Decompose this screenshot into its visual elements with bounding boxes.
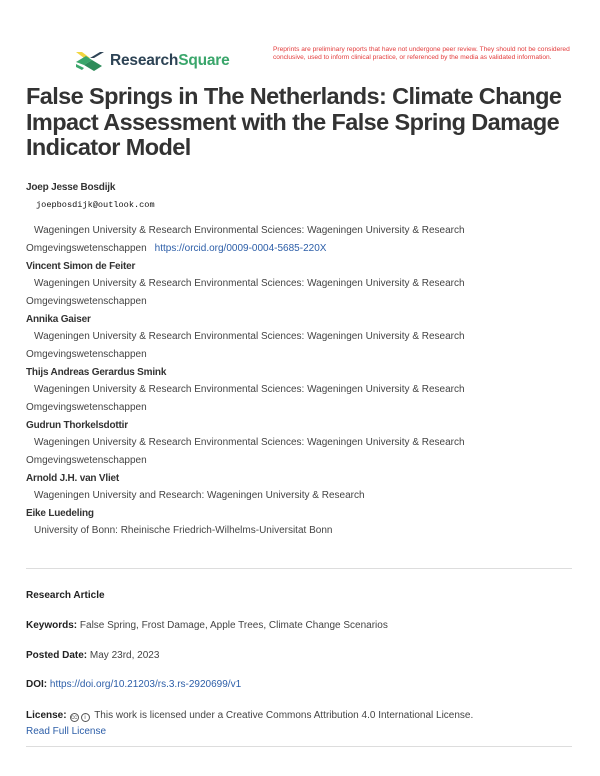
- by-icon: i: [81, 713, 90, 722]
- author-affiliation: Wageningen University & Research Environmental Sciences: Wageningen University & Research Omgevingswetenschappen: [26, 278, 465, 307]
- author-block: [26, 505, 566, 540]
- license: License: cc i This work is licensed under a Creative Commons Attribution 4.0 International License. Read Full License: [26, 710, 474, 737]
- doi: DOI: https://doi.org/10.21203/rs.3.rs-2920699/v1: [26, 679, 242, 690]
- read-full-license-link[interactable]: Read Full License: [26, 726, 107, 737]
- author-name: Gudrun Thorkelsdottir: [26, 420, 128, 431]
- author-email[interactable]: joepbosdijk@outlook.com: [36, 200, 155, 210]
- preprint-notice: Preprints are preliminary reports that have not undergone peer review. They should not be considered conclusive, used to inform clinical practice, or referenced by the media as validated information.: [273, 46, 570, 61]
- author-name: Vincent Simon de Feiter: [26, 261, 136, 272]
- page-title: False Springs in The Netherlands: Climate Change Impact Assessment with the False Spring Damage Indicator Model: [26, 83, 562, 160]
- author-name: Eike Luedeling: [26, 508, 94, 519]
- article-type: Research Article: [26, 590, 105, 601]
- author-name: Annika Gaiser: [26, 314, 91, 325]
- author-affiliation: Wageningen University & Research Environmental Sciences: Wageningen University & Research Omgevingswetenschappen: [26, 331, 465, 360]
- author-block: [26, 258, 566, 311]
- author-name: Thijs Andreas Gerardus Smink: [26, 367, 167, 378]
- author-block: [26, 179, 566, 258]
- cc-icon: cc: [71, 715, 78, 721]
- divider: [26, 746, 572, 747]
- author-affiliation: Wageningen University & Research Environmental Sciences: Wageningen University & Research Omgevingswetenschappen https://orcid.org/0009-0004-5685-220X: [26, 225, 465, 254]
- logo-text: ResearchSquare: [110, 52, 230, 69]
- author-name: Arnold J.H. van Vliet: [26, 473, 120, 484]
- author-block: [26, 364, 566, 417]
- author-affiliation: Wageningen University & Research Environmental Sciences: Wageningen University & Research Omgevingswetenschappen: [26, 384, 465, 413]
- cc-license-icons: [70, 713, 90, 722]
- research-square-logo[interactable]: [74, 50, 230, 72]
- keywords: Keywords: False Spring, Frost Damage, Apple Trees, Climate Change Scenarios: [26, 620, 388, 631]
- author-block: [26, 311, 566, 364]
- author-affiliation: University of Bonn: Rheinische Friedrich-Wilhelms-Universitat Bonn: [34, 525, 333, 536]
- divider: [26, 568, 572, 569]
- posted-date: Posted Date: May 23rd, 2023: [26, 650, 160, 661]
- orcid-link[interactable]: https://orcid.org/0009-0004-5685-220X: [154, 243, 327, 254]
- author-name: Joep Jesse Bosdijk: [26, 182, 116, 193]
- author-affiliation: Wageningen University and Research: Wageningen University & Research: [34, 490, 365, 501]
- logo-icon: [74, 50, 104, 72]
- doi-link[interactable]: https://doi.org/10.21203/rs.3.rs-2920699/v1: [49, 679, 242, 690]
- author-block: [26, 470, 566, 505]
- author-block: [26, 417, 566, 470]
- header: [74, 46, 570, 76]
- author-affiliation: Wageningen University & Research Environmental Sciences: Wageningen University & Research Omgevingswetenschappen: [26, 437, 465, 466]
- authors-list: [26, 179, 566, 540]
